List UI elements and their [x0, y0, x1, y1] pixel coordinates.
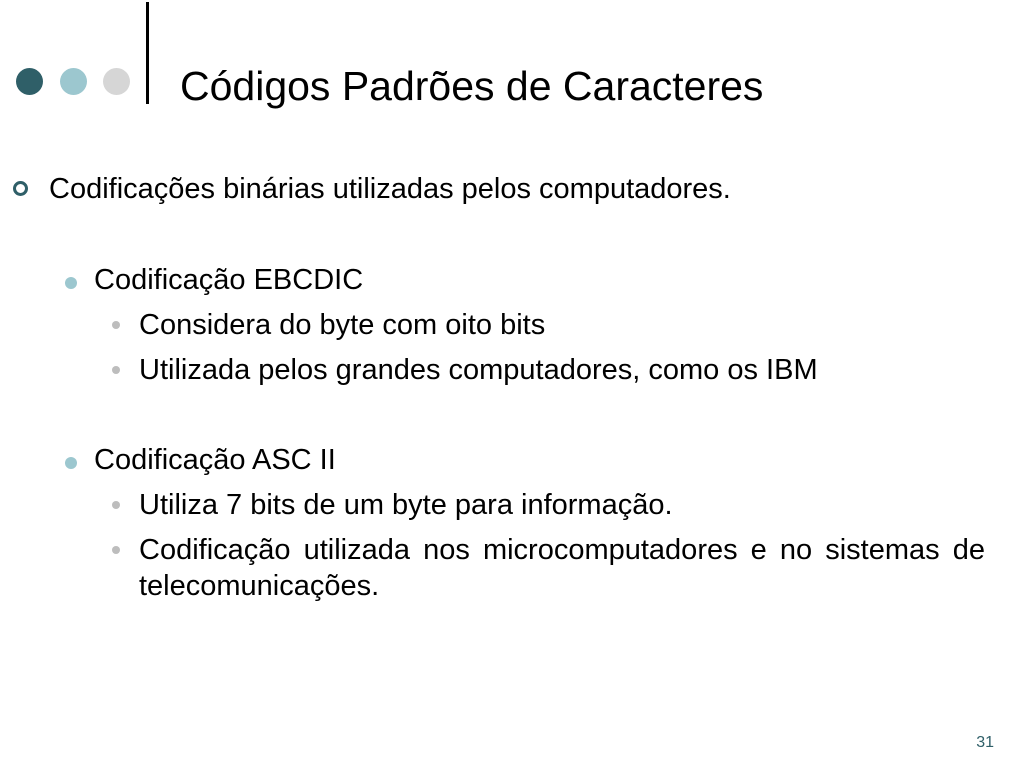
small-dot-bullet-icon	[112, 321, 120, 329]
bullet-ascii-item: Codificação utilizada nos microcomputadores e no sistemas de telecomunicações.	[139, 534, 985, 602]
small-dot-bullet-icon	[112, 501, 120, 509]
bullet-ebcdic-heading: Codificação EBCDIC	[94, 264, 364, 296]
bullet-level1: Codificações binárias utilizadas pelos computadores.	[49, 173, 731, 205]
bullet-ascii-heading: Codificação ASC II	[94, 444, 336, 476]
dark-teal-dot-icon	[16, 68, 43, 95]
gray-dot-icon	[103, 68, 130, 95]
bullet-ebcdic-item: Considera do byte com oito bits	[139, 309, 546, 341]
small-dot-bullet-icon	[112, 366, 120, 374]
slide-title: Códigos Padrões de Caracteres	[180, 63, 764, 109]
ring-bullet-icon	[13, 181, 28, 196]
filled-dot-bullet-icon	[65, 277, 77, 289]
small-dot-bullet-icon	[112, 546, 120, 554]
page-number: 31	[976, 734, 994, 751]
bullet-ascii-item: Utiliza 7 bits de um byte para informação.	[139, 489, 673, 521]
light-teal-dot-icon	[60, 68, 87, 95]
title-divider	[146, 2, 149, 104]
bullet-ebcdic-item: Utilizada pelos grandes computadores, como os IBM	[139, 354, 818, 386]
filled-dot-bullet-icon	[65, 457, 77, 469]
